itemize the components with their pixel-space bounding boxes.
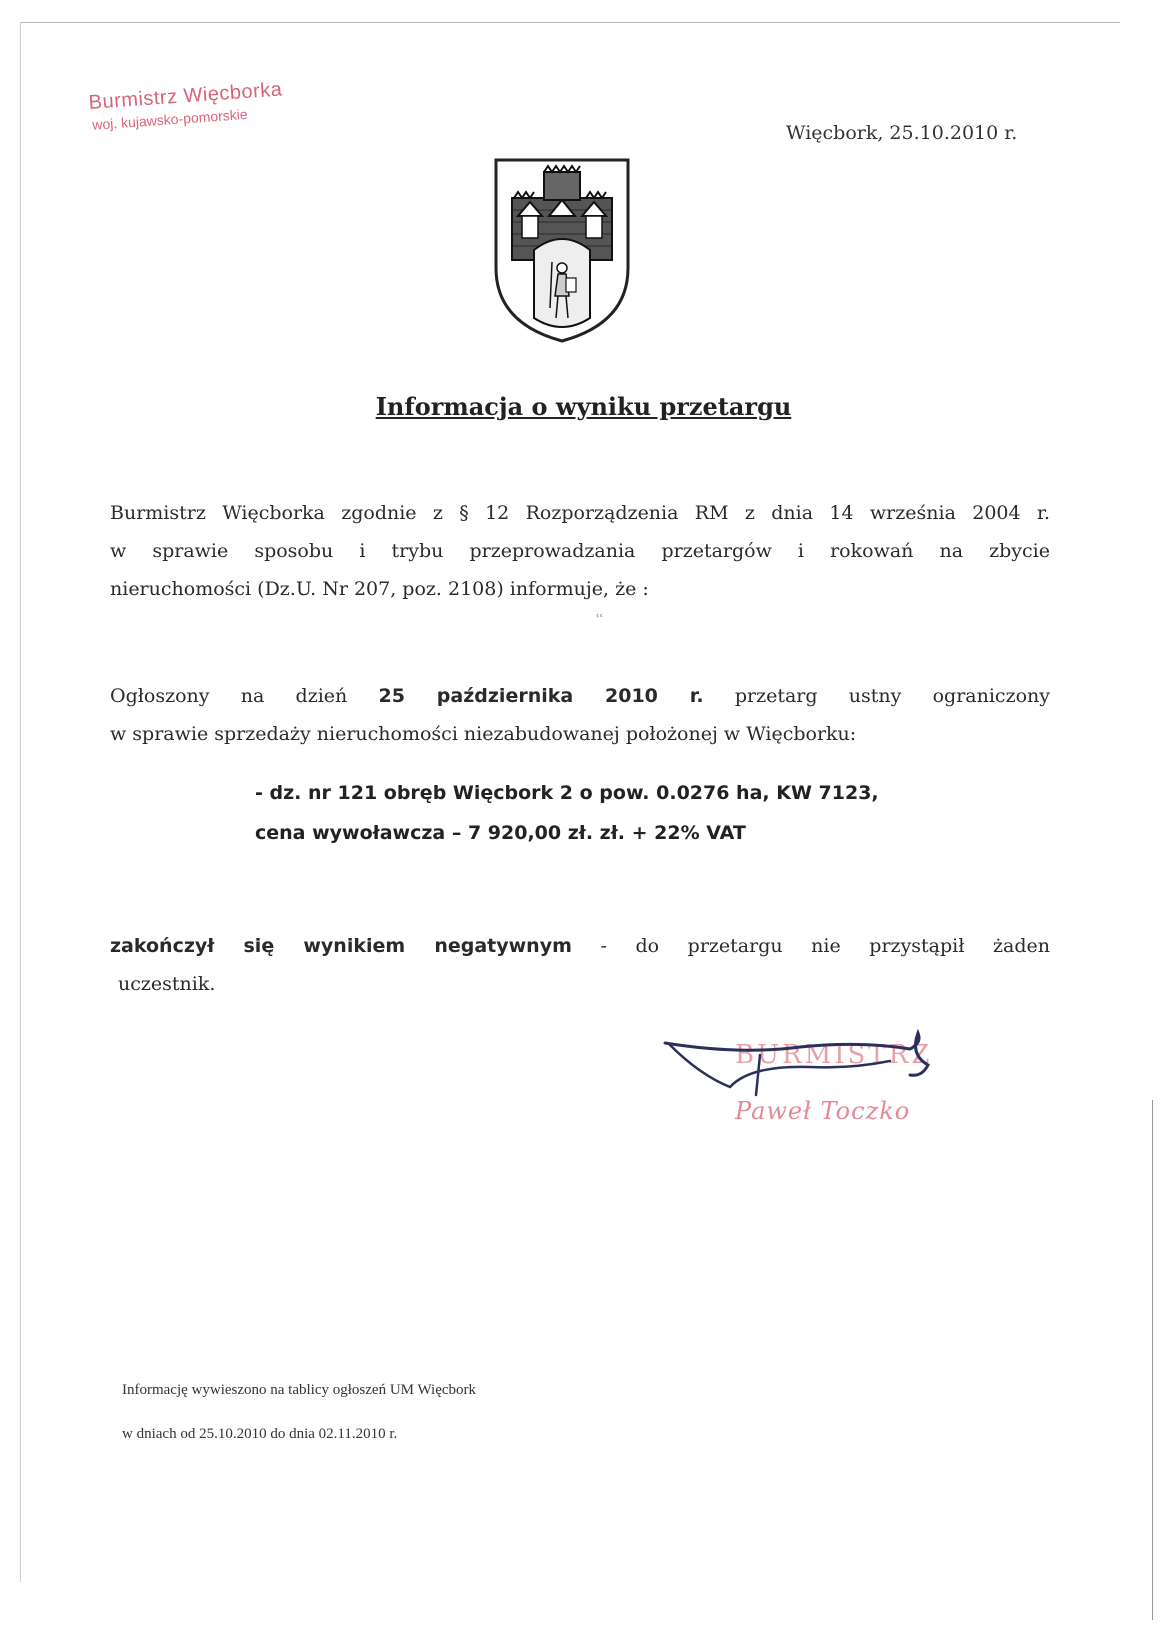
parcel-price-bold: cena wywoławcza – 7 920,00 zł. zł. — [255, 822, 625, 844]
parcel-vat: + 22% VAT — [625, 822, 746, 844]
intro-line-2: w sprawie sposobu i trybu przeprowadzania przetargów i rokowań na zbycie — [110, 540, 1050, 562]
result-paragraph — [110, 927, 1050, 1003]
announcement-line-2: w sprawie sprzedaży nieruchomości niezabudowanej położonej w Więcborku: — [110, 723, 857, 745]
header-stamp-title: Burmistrz Więcborka — [88, 78, 284, 114]
announcement-post: przetarg ustny ograniczony — [703, 685, 1050, 707]
parcel-price — [255, 822, 746, 844]
announcement-pre: Ogłoszony na dzień — [110, 685, 379, 707]
header-stamp — [88, 78, 284, 132]
scan-edge-top — [20, 22, 1120, 23]
scan-speck: ʿʿ — [596, 612, 604, 626]
footer-posting-info: Informację wywieszono na tablicy ogłoszeń UM Więcbork — [122, 1382, 477, 1398]
footer-posting-dates: w dniach od 25.10.2010 do dnia 02.11.2010 r. — [122, 1426, 398, 1442]
intro-paragraph — [110, 494, 1050, 608]
coat-of-arms-icon — [494, 158, 630, 343]
mayor-stamp-title: BURMISTRZ — [735, 1040, 933, 1070]
mayor-stamp-name: Paweł Toczko — [735, 1097, 911, 1125]
result-bold: zakończył się wynikiem negatywnym — [110, 935, 572, 957]
document-title: Informacja o wyniku przetargu — [375, 392, 792, 421]
announcement-paragraph — [110, 677, 1050, 753]
result-line-2: uczestnik. — [118, 973, 216, 995]
intro-line-3: nieruchomości (Dz.U. Nr 207, poz. 2108) informuje, że : — [110, 578, 649, 600]
document-date: Więcbork, 25.10.2010 r. — [786, 122, 1018, 144]
parcel-description: - dz. nr 121 obręb Więcbork 2 o pow. 0.0276 ha, KW 7123, — [255, 782, 879, 804]
result-line-1 — [110, 927, 1050, 965]
handwritten-signature — [660, 1025, 940, 1135]
announcement-date: 25 października 2010 r. — [378, 685, 704, 707]
intro-line-1: Burmistrz Więcborka zgodnie z § 12 Rozporządzenia RM z dnia 14 września 2004 r. — [110, 502, 1050, 524]
scan-edge-right — [1152, 1100, 1153, 1620]
header-stamp-region: woj. kujawsko-pomorskie — [91, 105, 249, 133]
announcement-line-1 — [110, 677, 1050, 715]
scan-edge-left — [20, 22, 21, 1582]
result-rest: - do przetargu nie przystąpił żaden — [571, 935, 1050, 957]
